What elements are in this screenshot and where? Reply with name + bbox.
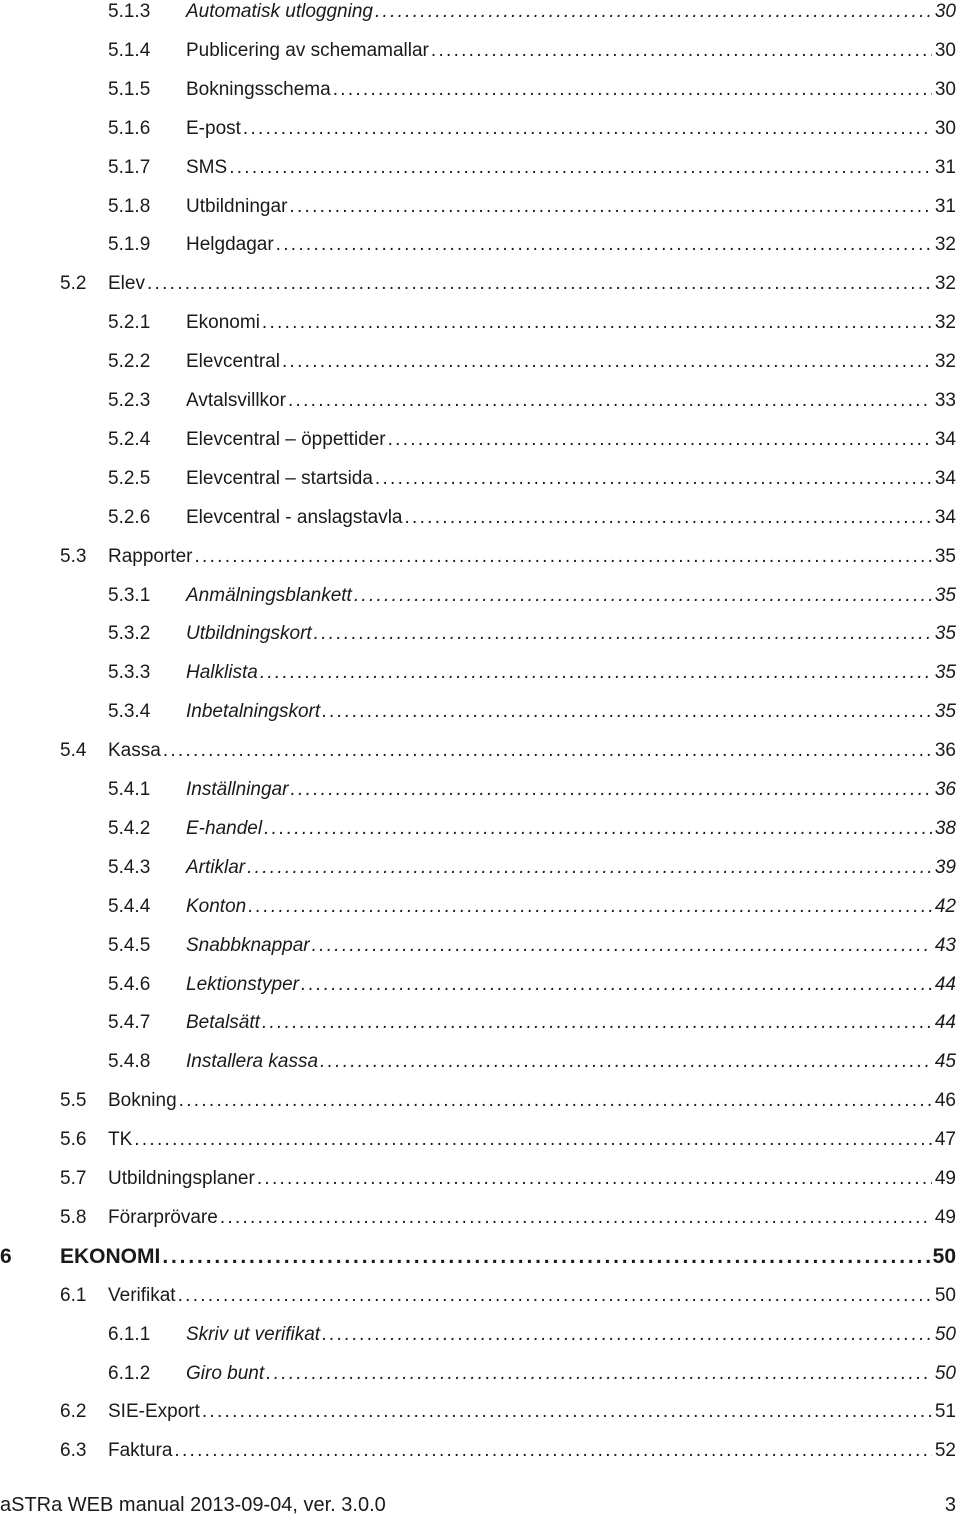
toc-entry-title: Elevcentral - anslagstavla [186,506,403,528]
toc-entry-number: 6.3 [60,1440,87,1462]
toc-dot-leader [262,308,932,338]
toc-entry-number: 5.4 [60,740,87,762]
toc-entry-page: 30 [934,39,956,61]
toc-dot-leader [147,269,932,299]
toc-entry-number: 5.2 [60,273,87,295]
toc-dot-leader [288,386,932,416]
toc-entry[interactable] [0,581,960,611]
toc-entry[interactable] [0,192,960,222]
toc-entry-title: Skriv ut verifikat [186,1323,321,1345]
toc-entry[interactable] [0,697,960,727]
toc-dot-leader [248,892,932,922]
toc-entry-title: Betalsätt [186,1012,260,1034]
toc-dot-leader [388,425,932,455]
toc-entry-number: 5.2.1 [108,312,151,334]
toc-entry-page: 32 [934,273,956,295]
toc-entry-number: 5.8 [60,1206,87,1228]
toc-entry[interactable] [0,619,960,649]
toc-dot-leader [354,581,932,611]
toc-dot-leader [333,75,932,105]
toc-entry[interactable] [0,736,960,766]
toc-entry-number: 5.1.3 [108,1,151,22]
toc-entry-title: Anmälningsblankett [186,584,352,606]
toc-entry-title: Bokningsschema [186,78,331,100]
toc-entry[interactable] [0,425,960,455]
toc-entry[interactable] [0,1203,960,1233]
toc-entry[interactable] [0,503,960,533]
toc-entry-page: 50 [934,1323,956,1345]
toc-entry-title: Giro bunt [186,1362,265,1384]
toc-dot-leader [312,931,932,961]
toc-entry-page: 35 [934,701,956,723]
toc-entry[interactable] [0,230,960,260]
toc-entry-number: 5.4.5 [108,934,151,956]
toc-entry-title: Utbildningskort [186,623,312,645]
toc-entry[interactable] [0,464,960,494]
toc-entry-number: 5.1.5 [108,78,151,100]
toc-entry-title: Rapporter [108,545,193,567]
toc-dot-leader [178,1281,932,1311]
footer-document-info: aSTRa WEB manual 2013-09-04, ver. 3.0.0 [0,1494,386,1516]
toc-entry-page: 49 [934,1206,956,1228]
toc-entry-page: 31 [934,156,956,178]
toc-entry[interactable] [0,1008,960,1038]
toc-dot-leader [322,697,932,727]
toc-dot-leader [220,1203,932,1233]
toc-entry-page: 32 [934,234,956,256]
toc-entry-page: 42 [934,895,956,917]
toc-entry[interactable] [0,1047,960,1077]
toc-entry-number: 5.4.4 [108,895,151,917]
toc-dot-leader [266,1359,932,1389]
toc-entry-number: 5.2.6 [108,506,151,528]
toc-entry-number: 5.4.3 [108,856,151,878]
toc-entry-title: Helgdagar [186,234,274,256]
toc-entry-number: 5.3.2 [108,623,151,645]
toc-entry-page: 30 [934,78,956,100]
toc-entry[interactable] [0,0,960,27]
toc-entry[interactable] [0,775,960,805]
toc-entry-number: 5.4.8 [108,1051,151,1073]
toc-entry[interactable] [0,931,960,961]
toc-entry-title: SMS [186,156,228,178]
toc-entry-page: 44 [934,973,956,995]
toc-entry-page: 32 [934,312,956,334]
toc-entry-number: 5.5 [60,1090,87,1112]
toc-entry[interactable] [0,1436,960,1466]
toc-entry[interactable] [0,1164,960,1194]
toc-entry-number: 5.3.4 [108,701,151,723]
toc-entry-number: 5.4.2 [108,817,151,839]
toc-entry[interactable] [0,1125,960,1155]
toc-entry[interactable] [0,542,960,572]
toc-entry[interactable] [0,347,960,377]
toc-entry-title: Elevcentral – öppettider [186,428,386,450]
toc-entry-page: 50 [932,1244,956,1268]
toc-dot-leader [431,36,932,66]
toc-entry-page: 34 [934,428,956,450]
toc-entry-page: 31 [934,195,956,217]
toc-entry-title: Ekonomi [186,312,260,334]
toc-entry-page: 35 [934,623,956,645]
toc-entry-title: Elevcentral [186,351,280,373]
toc-entry-title: Halklista [186,662,258,684]
toc-entry-title: Snabbknappar [186,934,310,956]
toc-entry[interactable] [0,75,960,105]
toc-dot-leader [202,1397,932,1427]
toc-entry-title: Artiklar [186,856,246,878]
toc-entry-page: 50 [934,1284,956,1306]
toc-entry-page: 34 [934,467,956,489]
toc-entry-number: 6 [0,1244,12,1268]
toc-entry-page: 49 [934,1168,956,1189]
toc-entry[interactable] [0,970,960,1000]
toc-entry[interactable] [0,814,960,844]
toc-dot-leader [260,658,932,688]
toc-entry-number: 5.3.1 [108,584,151,606]
toc-dot-leader [262,1008,932,1038]
toc-entry-title: Utbildningar [186,195,288,217]
toc-dot-leader [301,970,932,1000]
toc-entry[interactable] [0,153,960,183]
toc-entry-title: Installera kassa [186,1051,319,1073]
toc-entry-number: 5.1.4 [108,39,151,61]
toc-entry[interactable] [0,269,960,299]
toc-entry-page: 35 [934,545,956,567]
toc-dot-leader [134,1125,932,1155]
toc-entry-title: Konton [186,895,247,917]
toc-entry[interactable] [0,36,960,66]
toc-entry-number: 5.2.4 [108,428,151,450]
toc-entry-title: Faktura [108,1440,173,1462]
toc-entry-page: 45 [934,1051,956,1073]
toc-dot-leader [289,192,931,222]
toc-entry-title: Utbildningsplaner [108,1168,255,1189]
toc-entry[interactable] [0,1086,960,1116]
toc-entry[interactable] [0,308,960,338]
toc-entry-title: Verifikat [108,1284,176,1306]
toc-entry-title: E-handel [186,817,263,839]
toc-entry-page: 50 [934,1362,956,1384]
toc-entry-page: 43 [934,934,956,956]
toc-entry[interactable] [0,1359,960,1389]
toc-dot-leader [375,464,932,494]
toc-entry-page: 30 [934,117,956,139]
toc-entry-title: Elev [108,273,145,295]
toc-dot-leader [195,542,932,572]
toc-entry-number: 6.2 [60,1401,87,1423]
toc-entry-number: 5.4.1 [108,779,151,800]
toc-entry[interactable] [0,658,960,688]
toc-entry-title: Inbetalningskort [186,701,321,723]
toc-entry-number: 5.4.7 [108,1012,151,1034]
toc-entry-page: 35 [934,584,956,606]
toc-entry-page: 52 [934,1440,956,1462]
toc-dot-leader [179,1086,932,1116]
toc-entry-page: 51 [934,1401,956,1423]
toc-dot-leader [229,153,932,183]
toc-entry-number: 5.2.2 [108,351,151,373]
toc-entry-page: 30 [934,1,956,22]
toc-dot-leader [282,347,932,377]
toc-dot-leader [264,814,932,844]
toc-entry-number: 5.3 [60,545,87,567]
toc-dot-leader [162,1242,929,1272]
toc-entry-page: 35 [934,662,956,684]
toc-entry-number: 5.2.3 [108,390,151,411]
toc-entry[interactable] [0,1242,960,1272]
toc-entry-page: 33 [934,390,956,411]
toc-entry[interactable] [0,386,960,416]
toc-dot-leader [257,1164,932,1194]
toc-entry-title: Bokning [108,1090,177,1112]
toc-entry[interactable] [0,114,960,144]
toc-dot-leader [174,1436,931,1466]
toc-entry-page: 46 [934,1090,956,1112]
toc-entry[interactable] [0,892,960,922]
toc-entry-number: 5.1.8 [108,195,151,217]
toc-entry-page: 44 [934,1012,956,1034]
toc-entry-number: 6.1.1 [108,1323,151,1345]
toc-entry-title: Lektionstyper [186,973,300,995]
toc-dot-leader [322,1320,932,1350]
toc-entry-page: 47 [934,1129,956,1151]
toc-entry-page: 36 [934,779,956,800]
toc-entry[interactable] [0,1281,960,1311]
toc-dot-leader [375,0,932,27]
toc-entry-title: Avtalsvillkor [186,390,286,411]
toc-entry-title: Publicering av schemamallar [186,39,429,61]
toc-entry-title: Förarprövare [108,1206,218,1228]
toc-dot-leader [314,619,932,649]
toc-entry-page: 32 [934,351,956,373]
toc-entry-page: 39 [934,856,956,878]
toc-entry-title: SIE-Export [108,1401,200,1423]
toc-entry-title: EKONOMI [60,1244,161,1268]
toc-entry-title: Inställningar [186,779,289,800]
toc-entry-number: 6.1 [60,1284,87,1306]
toc-entry-number: 5.4.6 [108,973,151,995]
toc-entry-title: Kassa [108,740,161,762]
toc-entry[interactable] [0,1397,960,1427]
toc-entry-title: Automatisk utloggning [186,1,373,22]
toc-entry-number: 5.1.6 [108,117,151,139]
toc-entry-title: Elevcentral – startsida [186,467,373,489]
footer-page-number: 3 [944,1494,956,1516]
toc-dot-leader [290,775,931,805]
toc-dot-leader [247,853,932,883]
toc-dot-leader [320,1047,932,1077]
toc-entry-number: 5.6 [60,1129,87,1151]
toc-entry-title: TK [108,1129,133,1151]
toc-entry-number: 5.1.9 [108,234,151,256]
toc-entry-number: 5.2.5 [108,467,151,489]
toc-dot-leader [163,736,932,766]
toc-entry[interactable] [0,853,960,883]
toc-dot-leader [405,503,932,533]
toc-entry-number: 5.1.7 [108,156,151,178]
toc-dot-leader [243,114,932,144]
toc-entry[interactable] [0,1320,960,1350]
toc-entry-number: 5.7 [60,1168,87,1189]
toc-entry-number: 6.1.2 [108,1362,151,1384]
toc-entry-title: E-post [186,117,241,139]
toc-entry-page: 36 [934,740,956,762]
toc-entry-page: 34 [934,506,956,528]
toc-entry-page: 38 [934,817,956,839]
toc-dot-leader [276,230,932,260]
page-footer [0,1490,956,1520]
toc-entry-number: 5.3.3 [108,662,151,684]
